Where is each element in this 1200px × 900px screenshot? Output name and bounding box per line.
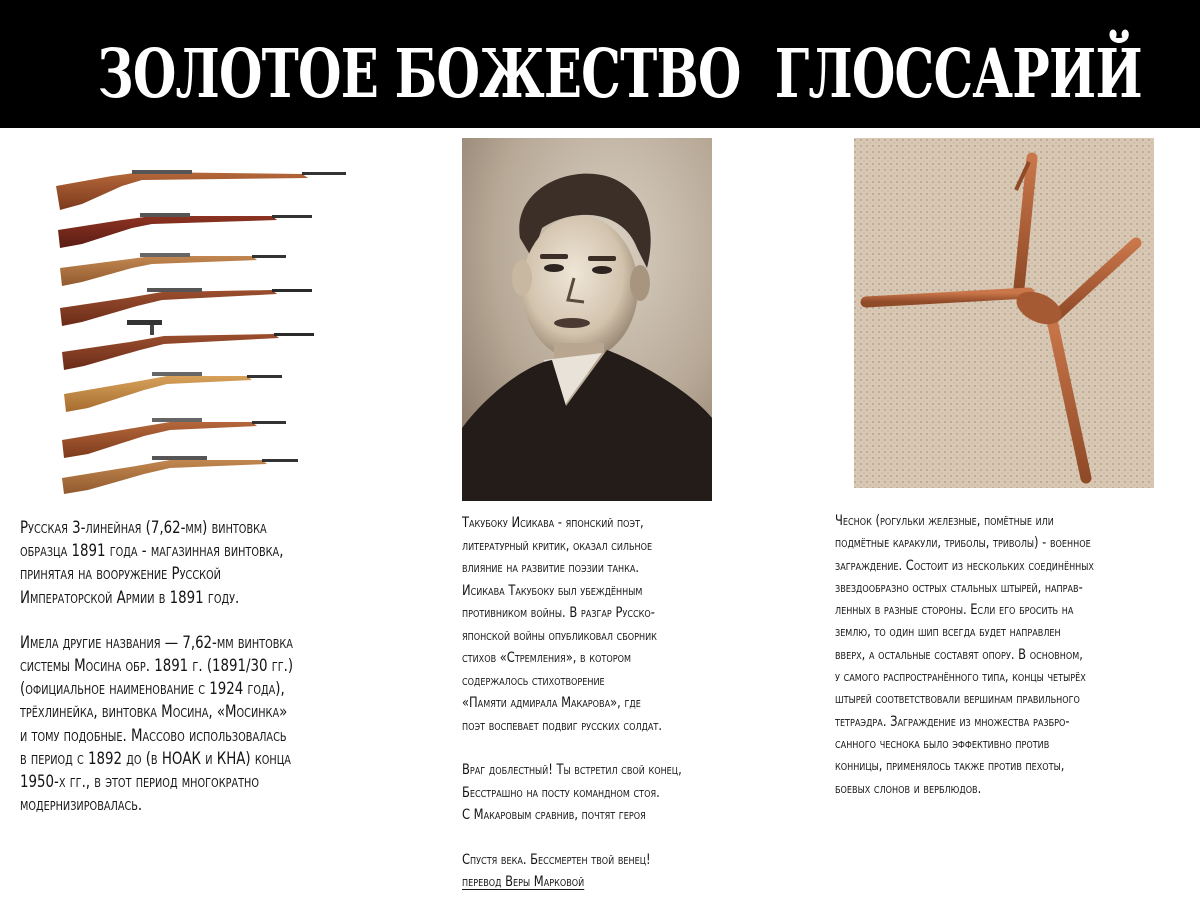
text-line: вверх, а остальные составят опору. В основном, [835,646,1083,663]
portrait-image [462,138,712,501]
paragraph-spacer [462,737,792,759]
poem-line: Бесстрашно на посту командном стоя. [462,784,660,801]
text-line: звездообразно острых стальных штырей, направ- [835,579,1083,596]
text-line: системы Мосина обр. 1891 г. (1891/30 гг.) [20,656,294,676]
text-line: Чеснок (рогульки железные, помётные или [835,513,1054,529]
poem-line: С Макаровым сравнив, почтят героя [462,807,646,823]
text-line: литературный критик, оказал сильное [462,537,653,554]
text-line: противником войны. В разгар Русско- [462,605,655,621]
text-line: боевых слонов и верблюдов. [835,780,982,797]
caltrop-image [854,138,1154,488]
text-line: содержалось стихотворение [462,672,605,689]
poem-line: Спустя века. Бессмертен твой венец! [462,851,651,868]
text-line: в период с 1892 до (в НОАК и КНА) конца [20,748,291,768]
caltrop-photo [854,138,1154,488]
text-line: и тому подобные. Массово использовалась [20,725,287,745]
text-line: Исикава Такубоку был убеждённым [462,582,643,599]
takuboku-portrait [462,138,712,501]
paragraph-spacer [20,609,420,631]
text-line: (официальное наименование с 1924 года), [20,679,285,699]
caltrop-description [835,510,1195,800]
text-line: санного чеснока было эффективно против [835,735,1050,752]
title-left: ЗОЛОТОЕ БОЖЕСТВО [97,34,741,114]
text-line: трёхлинейка, винтовка Мосина, «Мосинка» [20,702,288,722]
text-line: штырей соответствовали вершинам правильного [835,691,1080,708]
text-line: подмётные каракули, триболы, триволы) - военное [835,535,1091,552]
text-line: влияние на развитие поэзии танка. [462,560,640,576]
text-line: тетраэдра. Заграждение из множества разбро- [835,713,1070,730]
text-line: Императорской Армии в 1891 году. [20,587,240,607]
text-line: Имела другие названия — 7,62-мм винтовка [20,632,293,652]
text-line: у самого распространённого типа, концы четырёх [835,669,1086,686]
text-line: 1950-х гг., в этот период многократно [20,772,260,792]
mosin-rifles-illustration [52,166,352,496]
text-line: принятая на вооружение Русской [20,564,221,584]
poet-description [462,512,792,894]
rifles-image [52,166,352,496]
page-title [97,34,1142,114]
rifle-description [20,516,420,816]
header-bar [0,0,1200,128]
text-line: стихов «Стремления», в котором [462,650,631,666]
text-line: ленных в разные стороны. Если его бросить на [835,602,1074,619]
text-line: японской войны опубликовал сборник [462,627,657,644]
text-line: образца 1891 года - магазинная винтовка, [20,541,284,561]
poem-line: Враг доблестный! Ты встретил свой конец, [462,762,682,778]
text-line: землю, то один шип всегда будет направлен [835,624,1061,641]
text-line: конницы, применялось также против пехоты, [835,758,1065,775]
text-line: заграждение. Состоит из нескольких соединённых [835,557,1094,574]
text-line: «Памяти адмирала Макарова», где [462,695,641,711]
paragraph-spacer [462,827,792,849]
translator-credit-link[interactable]: перевод Веры Марковой [462,874,585,890]
text-line: Такубоку Исикава - японский поэт, [462,515,644,531]
title-right: ГЛОССАРИЙ [774,34,1142,114]
text-line: Русская 3-линейная (7,62-мм) винтовка [20,518,267,537]
text-line: модернизировалась. [20,795,143,815]
text-line: поэт воспевает подвиг русских солдат. [462,717,662,734]
